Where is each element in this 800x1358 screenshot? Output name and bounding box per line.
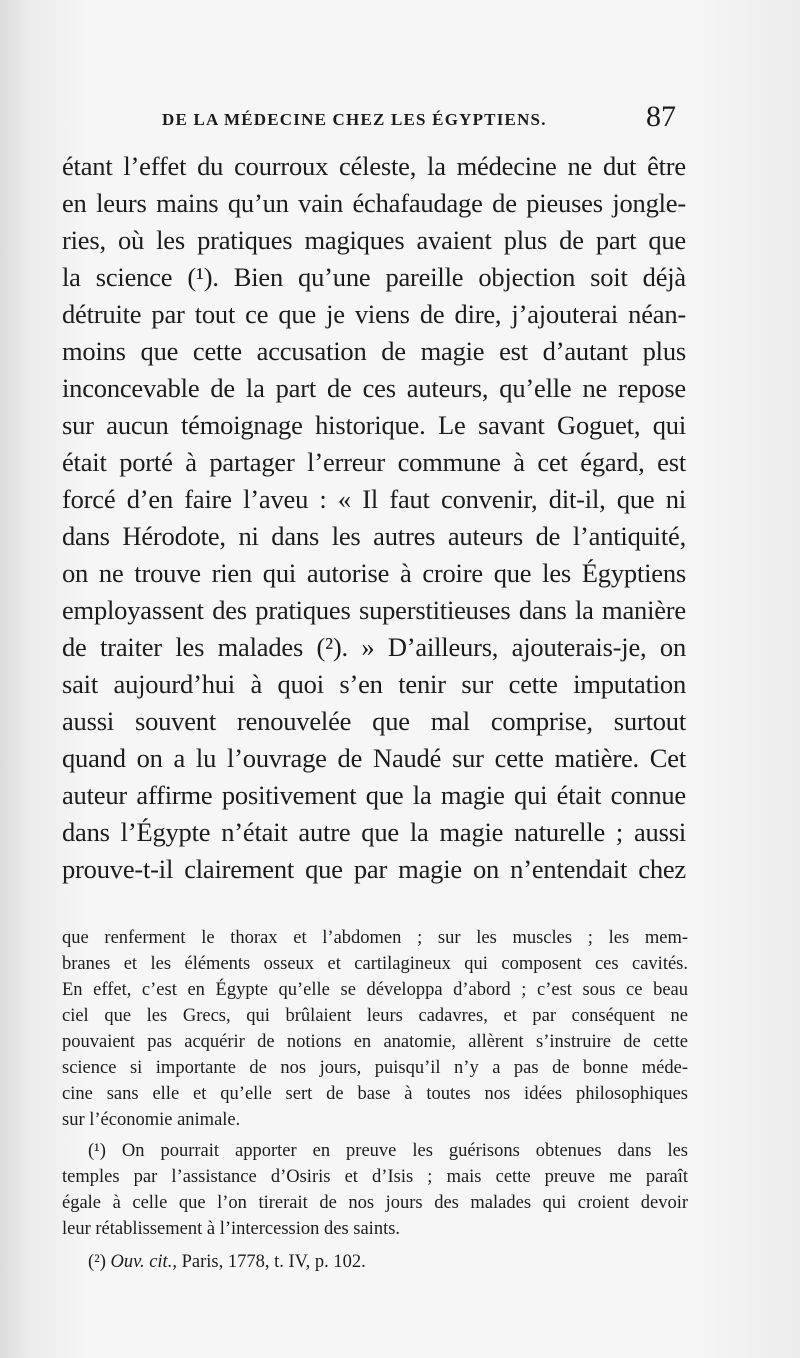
body-line: aussi souvent renouvelée que mal comprise, surtout: [62, 706, 686, 736]
footnote-1-line: leur rétablissement à l’intercession des saints.: [62, 1219, 401, 1239]
body-line: sur aucun témoignage historique. Le savant Goguet, qui: [62, 410, 686, 440]
body-line: inconcevable de la part de ces auteurs, qu’elle ne repose: [62, 373, 686, 403]
footnote-2-reference: , Paris, 1778, t. IV, p. 102.: [172, 1252, 366, 1272]
footnote-1-line: (¹) On pourrait apporter en preuve les guérisons obtenues dans les: [88, 1141, 688, 1161]
body-line: forcé d’en faire l’aveu : « Il faut convenir, dit-il, que ni: [62, 484, 686, 514]
body-line: de traiter les malades (²). » D’ailleurs, ajouterais-je, on: [62, 632, 686, 662]
page-number: 87: [646, 100, 676, 133]
footnote-2: [88, 1249, 688, 1275]
body-line: employassent des pratiques superstitieuses dans la manière: [62, 595, 686, 625]
body-line: quand on a lu l’ouvrage de Naudé sur cette matière. Cet: [62, 743, 686, 773]
body-line: en leurs mains qu’un vain échafaudage de pieuses jongle-: [62, 188, 686, 218]
footnote-line: cine sans elle et qu’elle sert de base à toutes nos idées philosophiques: [62, 1084, 688, 1104]
body-line: dans l’Égypte n’était autre que la magie naturelle ; aussi: [62, 817, 686, 847]
footnote-line: branes et les éléments osseux et cartilagineux qui composent ces cavités.: [62, 954, 688, 974]
body-line: prouve-t-il clairement que par magie on n’entendait chez: [62, 854, 686, 884]
footnote-1-line: temples par l’assistance d’Osiris et d’Isis ; mais cette preuve me paraît: [62, 1167, 688, 1187]
body-line: auteur affirme positivement que la magie qui était connue: [62, 780, 686, 810]
body-line: la science (¹). Bien qu’une pareille objection soit déjà: [62, 262, 686, 292]
footnote-2-work: Ouv. cit.: [110, 1252, 173, 1272]
footnote-line: sur l’économie animale.: [62, 1110, 241, 1130]
footnote-line: que renferment le thorax et l’abdomen ; sur les muscles ; les mem-: [62, 928, 688, 948]
footnote-2-marker: (²): [88, 1252, 106, 1272]
footnote-line: ciel que les Grecs, qui brûlaient leurs cadavres, et par conséquent ne: [62, 1006, 688, 1026]
running-title: DE LA MÉDECINE CHEZ LES ÉGYPTIENS.: [162, 110, 547, 129]
footnote-line: science si importante de nos jours, puisqu’il n’y a pas de bonne méde-: [62, 1058, 688, 1078]
body-line: sait aujourd’hui à quoi s’en tenir sur cette imputation: [62, 669, 686, 699]
body-line: détruite par tout ce que je viens de dire, j’ajouterai néan-: [62, 299, 686, 329]
body-line: on ne trouve rien qui autorise à croire que les Égyptiens: [62, 558, 686, 588]
running-head: [120, 92, 680, 148]
body-line: étant l’effet du courroux céleste, la médecine ne dut être: [62, 151, 686, 181]
body-line: était porté à partager l’erreur commune à cet égard, est: [62, 447, 686, 477]
footnote-1-line: égale à celle que l’on tirerait de nos jours des malades qui croient devoir: [62, 1193, 688, 1213]
footnote-line: pouvaient pas acquérir de notions en anatomie, allèrent s’instruire de cette: [62, 1032, 688, 1052]
body-line: moins que cette accusation de magie est d’autant plus: [62, 336, 686, 366]
body-line: dans Hérodote, ni dans les autres auteurs de l’antiquité,: [62, 521, 686, 551]
body-line: ries, où les pratiques magiques avaient plus de part que: [62, 225, 686, 255]
footnote-line: En effet, c’est en Égypte qu’elle se développa d’abord ; c’est sous ce beau: [62, 980, 688, 1000]
